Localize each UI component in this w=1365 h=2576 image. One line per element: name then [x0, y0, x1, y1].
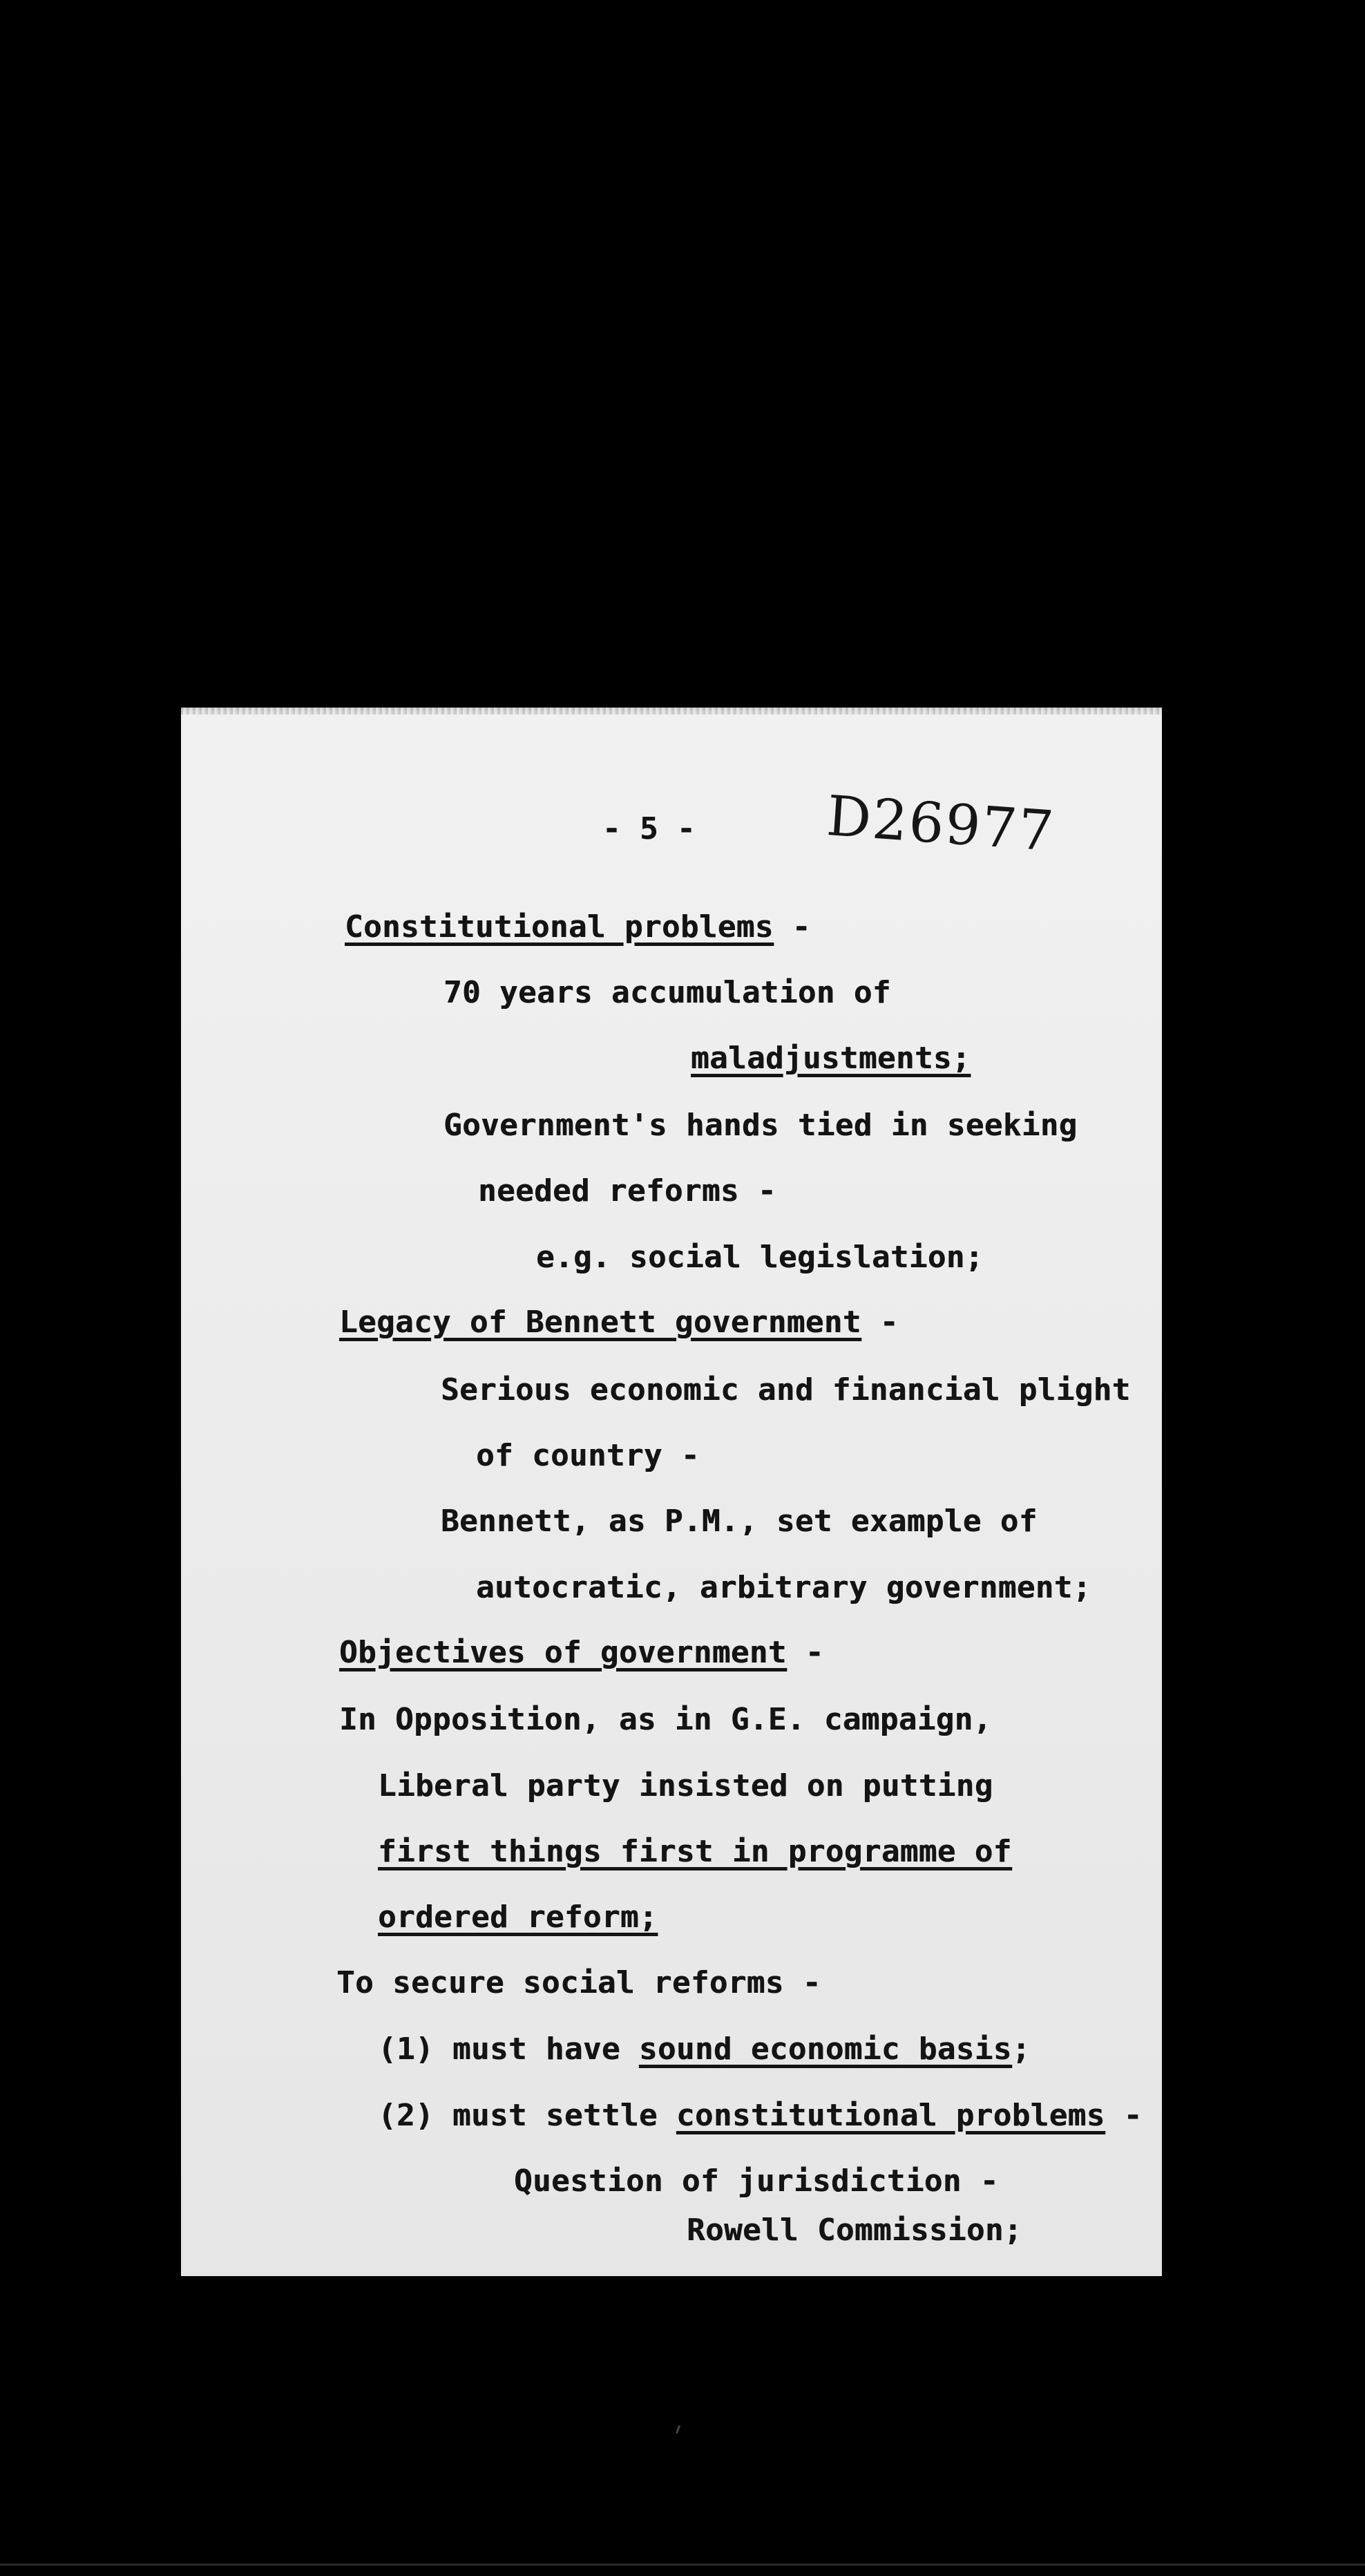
- text-line: e.g. social legislation;: [536, 1240, 984, 1275]
- text-line: To secure social reforms -: [336, 1965, 821, 2000]
- heading-underlined-text: Legacy of Bennett government: [339, 1305, 861, 1340]
- heading-suffix: -: [773, 909, 811, 945]
- heading-constitutional-problems: [345, 908, 811, 947]
- text-line: Question of jurisdiction -: [514, 2163, 999, 2199]
- heading-legacy-of-bennett: [339, 1303, 899, 1342]
- film-edge-line: [0, 2564, 1365, 2566]
- list-item-suffix: -: [1105, 2098, 1143, 2133]
- list-item-prefix: (2) must settle: [378, 2098, 676, 2133]
- dust-speck: [676, 2425, 680, 2434]
- text-line: autocratic, arbitrary government;: [476, 1570, 1091, 1605]
- list-item-suffix: ;: [1011, 2032, 1031, 2067]
- text-line: 70 years accumulation of: [443, 975, 891, 1010]
- text-line: Serious economic and financial plight: [441, 1372, 1131, 1408]
- heading-underlined-text: Objectives of government: [339, 1635, 787, 1670]
- text-line-underlined: maladjustments;: [691, 1041, 971, 1076]
- list-item-prefix: (1) must have: [378, 2032, 639, 2067]
- text-line: Rowell Commission;: [687, 2213, 1022, 2248]
- text-line: Liberal party insisted on putting: [378, 1768, 993, 1803]
- page-number: - 5 -: [602, 811, 696, 846]
- text-line: In Opposition, as in G.E. campaign,: [339, 1702, 992, 1737]
- list-item-underlined: constitutional problems: [676, 2098, 1105, 2133]
- list-item-2: [378, 2096, 1143, 2135]
- archive-stamp: D26977: [824, 784, 1058, 864]
- text-line: needed reforms -: [478, 1173, 776, 1209]
- text-line: Government's hands tied in seeking: [443, 1108, 1078, 1143]
- list-item-1: [378, 2030, 1031, 2069]
- document-page: [181, 708, 1162, 2276]
- heading-objectives-of-government: [339, 1633, 824, 1672]
- text-line: Bennett, as P.M., set example of: [441, 1504, 1038, 1539]
- text-line-underlined: ordered reform;: [378, 1900, 658, 1935]
- heading-suffix: -: [861, 1305, 899, 1340]
- text-line: of country -: [476, 1438, 700, 1473]
- heading-suffix: -: [786, 1635, 824, 1670]
- text-line-underlined: first things first in programme of: [378, 1834, 1012, 1869]
- page-torn-edge: [181, 708, 1162, 714]
- heading-underlined-text: Constitutional problems: [345, 909, 774, 945]
- list-item-underlined: sound economic basis: [638, 2032, 1012, 2067]
